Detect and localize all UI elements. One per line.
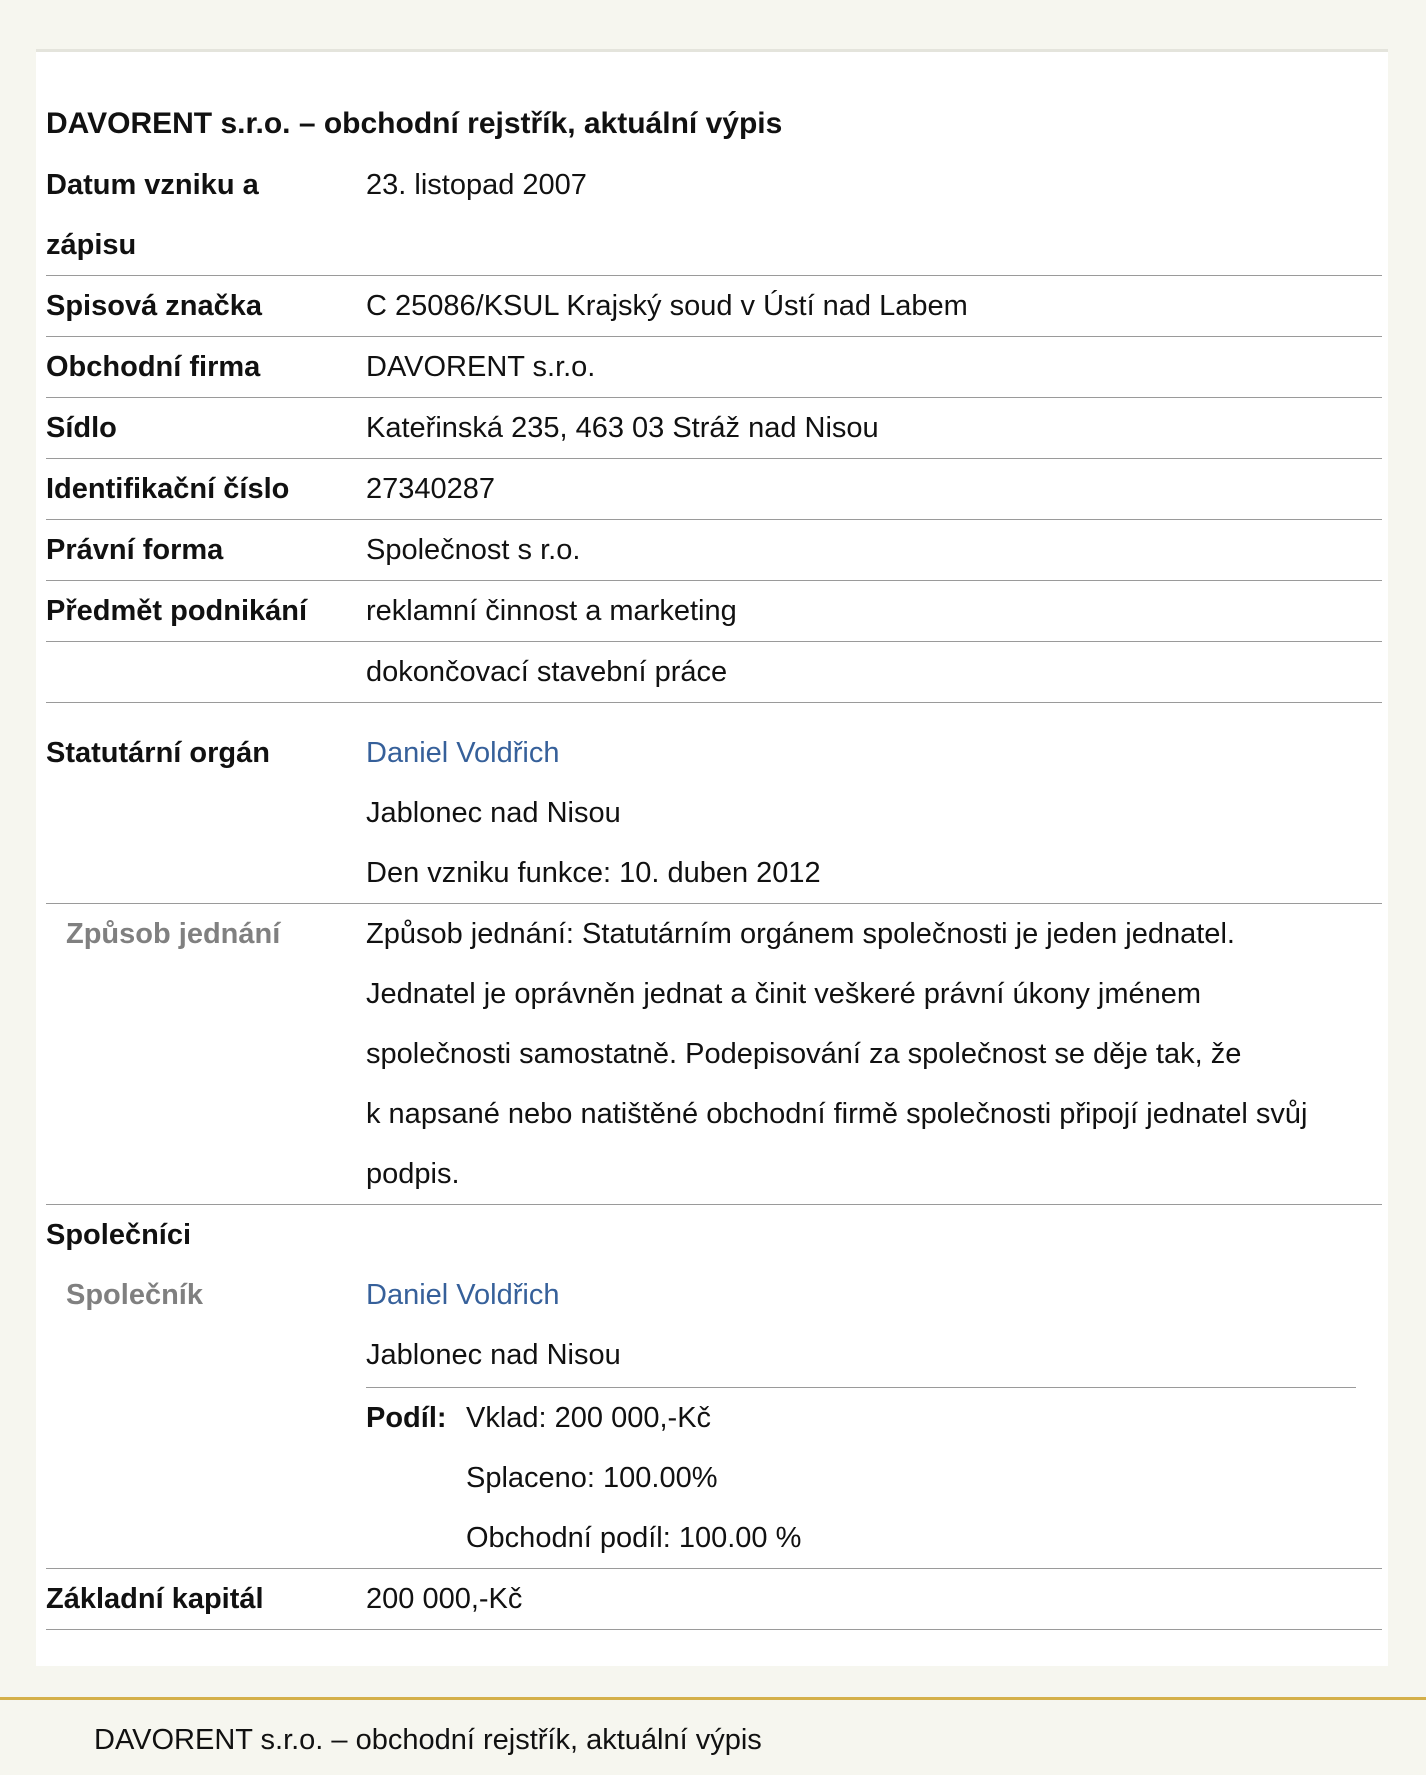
page-footer (0, 1697, 1426, 1775)
row-datum (46, 155, 1382, 276)
label-firma: Obchodní firma (46, 337, 366, 398)
podil-splaceno: Splaceno: 100.00% (466, 1462, 718, 1494)
row-forma (46, 520, 1382, 581)
value-predmet-1: reklamní činnost a marketing (366, 581, 1382, 642)
register-extract-panel (36, 49, 1388, 1666)
zpusob-line: podpis. (366, 1158, 460, 1190)
label-spolecnik: Společník (46, 1265, 366, 1569)
value-spolecnik (366, 1265, 1382, 1569)
label-predmet: Předmět podnikání (46, 581, 366, 642)
row-predmet (46, 581, 1382, 642)
podil-vklad: Vklad: 200 000,-Kč (466, 1402, 712, 1434)
label-statutarni: Statutární orgán (46, 703, 366, 904)
zpusob-line: společnosti samostatně. Podepisování za společnost se děje tak, že (366, 1038, 1242, 1070)
value-forma: Společnost s r.o. (366, 520, 1382, 581)
row-ico (46, 459, 1382, 520)
label-zpusob: Způsob jednání (46, 904, 366, 1205)
row-spolecnici-heading (46, 1205, 1382, 1266)
register-table (46, 155, 1382, 1630)
value-kapital: 200 000,-Kč (366, 1569, 1382, 1630)
row-spis (46, 276, 1382, 337)
label-kapital: Základní kapitál (46, 1569, 366, 1630)
spolecnik-name-link[interactable]: Daniel Voldřich (366, 1279, 560, 1311)
statutarni-city: Jablonec nad Nisou (366, 797, 621, 829)
spolecnik-city: Jablonec nad Nisou (366, 1339, 621, 1371)
value-predmet-2: dokončovací stavební práce (366, 642, 1382, 703)
row-zpusob (46, 904, 1382, 1205)
zpusob-line: Způsob jednání: Statutárním orgánem společnosti je jeden jednatel. (366, 918, 1235, 950)
row-spolecnik (46, 1265, 1382, 1569)
footer-text: DAVORENT s.r.o. – obchodní rejstřík, aktuální výpis (94, 1724, 762, 1756)
label-forma: Právní forma (46, 520, 366, 581)
zpusob-line: k napsané nebo natištěné obchodní firmě společnosti připojí jednatel svůj (366, 1098, 1308, 1130)
row-kapital (46, 1569, 1382, 1630)
spolecnici-heading: Společníci (46, 1219, 192, 1251)
statutarni-since: Den vzniku funkce: 10. duben 2012 (366, 857, 821, 889)
row-sidlo (46, 398, 1382, 459)
label-spis: Spisová značka (46, 276, 366, 337)
page-title: DAVORENT s.r.o. – obchodní rejstřík, aktuální výpis (46, 107, 783, 140)
value-statutarni (366, 703, 1382, 904)
label-sidlo: Sídlo (46, 398, 366, 459)
row-predmet-2 (46, 642, 1382, 703)
value-spis: C 25086/KSUL Krajský soud v Ústí nad Labem (366, 276, 1382, 337)
statutarni-name-link[interactable]: Daniel Voldřich (366, 737, 560, 769)
podil-label: Podíl: (366, 1402, 447, 1434)
row-firma (46, 337, 1382, 398)
value-zpusob (366, 904, 1382, 1205)
value-sidlo: Kateřinská 235, 463 03 Stráž nad Nisou (366, 398, 1382, 459)
value-datum: 23. listopad 2007 (366, 155, 1382, 276)
podil-obchodni: Obchodní podíl: 100.00 % (466, 1522, 802, 1554)
zpusob-line: Jednatel je oprávněn jednat a činit veškeré právní úkony jménem (366, 978, 1202, 1010)
podil-values (466, 1388, 801, 1568)
value-ico: 27340287 (366, 459, 1382, 520)
label-datum: Datum vzniku a zápisu (46, 155, 366, 276)
value-firma: DAVORENT s.r.o. (366, 337, 1382, 398)
label-ico: Identifikační číslo (46, 459, 366, 520)
row-statutarni (46, 703, 1382, 904)
podil-block (366, 1387, 1356, 1568)
